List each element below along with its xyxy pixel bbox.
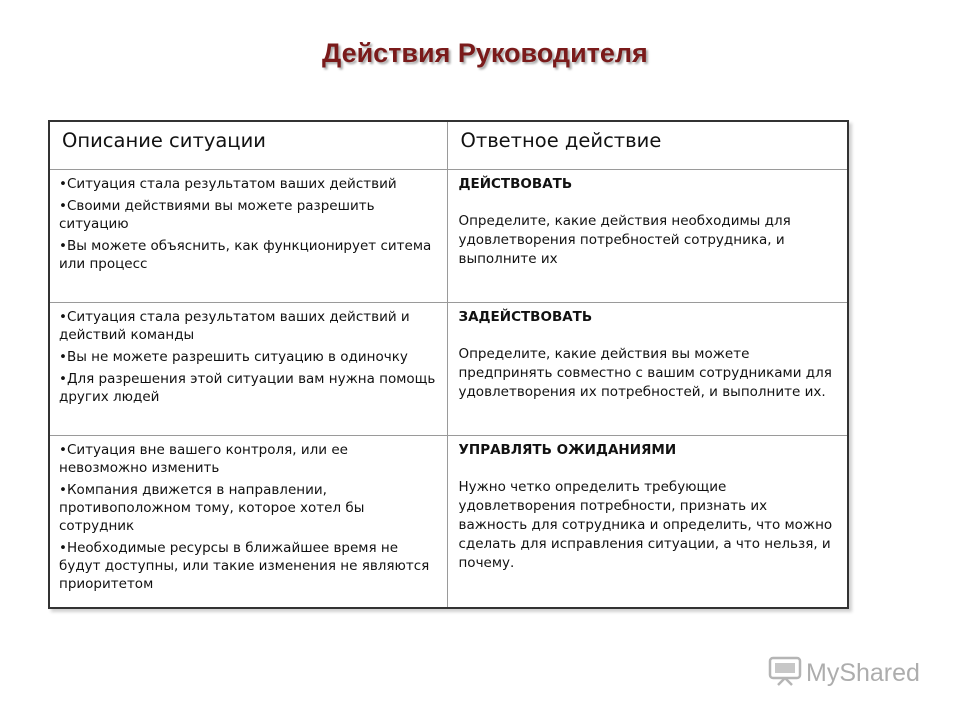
action-title: ЗАДЕЙСТВОВАТЬ [458, 309, 593, 325]
table-header-row [49, 121, 848, 170]
myshared-watermark[interactable] [768, 656, 920, 690]
slide-title: Действия Руководителя [322, 38, 648, 68]
action-cell [448, 303, 848, 436]
situation-item: • Ситуация вне вашего контроля, или ее невозможно изменить [59, 441, 439, 477]
header-action: Ответное действие [448, 121, 848, 170]
header-situation: Описание ситуации [49, 121, 448, 170]
situation-item: • Ситуация стала результатом ваших действий и действий команды [59, 308, 439, 344]
watermark-text: MyShared [806, 658, 920, 687]
situation-item: • Вы не можете разрешить ситуацию в одиночку [59, 348, 439, 366]
presentation-board-icon [768, 656, 802, 690]
situation-cell [49, 303, 448, 436]
situation-cell [49, 170, 448, 303]
action-text: Нужно четко определить требующие удовлетворения потребности, признать их важность для сотрудника и определить, что можно сделать для исправления ситуации, а что нельзя, и почему. [458, 479, 833, 571]
table-row [49, 170, 848, 303]
action-title: ДЕЙСТВОВАТЬ [458, 176, 573, 192]
action-text: Определите, какие действия необходимы для удовлетворения потребностей сотрудника, и выполните их [458, 213, 791, 267]
table-row [49, 303, 848, 436]
table-row [49, 436, 848, 609]
situation-list [59, 441, 439, 593]
situation-list [59, 175, 439, 273]
situation-cell [49, 436, 448, 609]
situation-item: • Вы можете объяснить, как функционирует ситема или процесс [59, 237, 439, 273]
situation-item: • Своими действиями вы можете разрешить ситуацию [59, 197, 439, 233]
situation-item: • Необходимые ресурсы в ближайшее время не будут доступны, или такие изменения не являются приоритетом [59, 539, 439, 593]
action-title: УПРАВЛЯТЬ ОЖИДАНИЯМИ [458, 442, 677, 458]
action-text: Определите, какие действия вы можете предпринять совместно с вашим сотрудниками для удовлетворения их потребностей, и выполните их. [458, 346, 832, 400]
situation-item: • Ситуация стала результатом ваших действий [59, 175, 439, 193]
situation-item: • Для разрешения этой ситуации вам нужна помощь других людей [59, 370, 439, 406]
actions-table [48, 120, 849, 609]
situation-item: • Компания движется в направлении, противоположном тому, которое хотел бы сотрудник [59, 481, 439, 535]
situation-list [59, 308, 439, 406]
action-cell [448, 170, 848, 303]
action-cell [448, 436, 848, 609]
